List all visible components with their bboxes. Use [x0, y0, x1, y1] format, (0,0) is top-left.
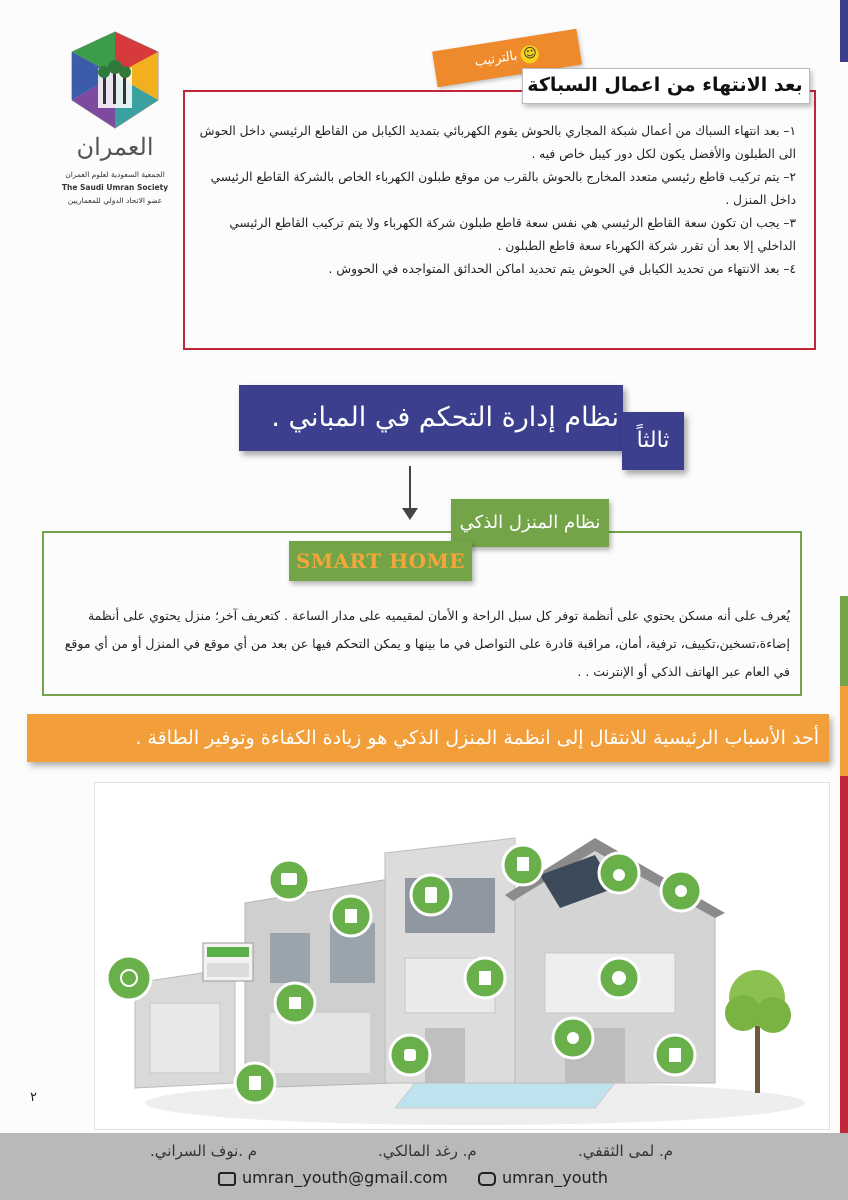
email-contact[interactable]	[218, 1168, 448, 1187]
section2-title: نظام إدارة التحكم في المباني .	[271, 402, 619, 433]
instagram-handle: umran_youth	[502, 1168, 609, 1187]
society-logo	[60, 30, 170, 215]
logo-society-arabic: الجمعية السعودية لعلوم العمران	[65, 170, 165, 179]
author-name-2: م. رغد المالكي.	[378, 1142, 477, 1160]
author-name-3: م .نوف السراني.	[150, 1142, 258, 1160]
smart-home-english-title: SMART HOME	[289, 541, 472, 581]
email-address: umran_youth@gmail.com	[242, 1168, 448, 1187]
point-2: ٢– يتم تركيب قاطع رئيسي متعدد المخارج بالحوش بالقرب من موقع طبلون الكهرباء الخاص بالشركة القاطع الرئيسي داخل المنزل .	[210, 170, 796, 207]
point-1: ١– بعد انتهاء السباك من أعمال شبكة المجاري بالحوش يقوم الكهربائي بتمديد الكيابل من القاطع الرئيسي داخل الحوش الى الطبلون والأفضل يكون لكل دور كيبل خاص فيه .	[199, 124, 796, 161]
order-tag-label: بالترتيب	[473, 48, 519, 70]
smiley-icon: ☺	[520, 44, 541, 65]
smart-home-arabic-title: نظام المنزل الذكي	[451, 499, 609, 547]
logo-society-english: The Saudi Umran Society	[61, 183, 169, 192]
edge-stripe-red	[840, 776, 848, 1136]
edge-stripe-green	[840, 596, 848, 686]
section1-title: بعد الانتهاء من اعمال السباكة	[527, 74, 803, 96]
instagram-icon	[478, 1172, 496, 1186]
point-4: ٤– بعد الانتهاء من تحديد الكيابل في الحوش يتم تحديد اماكن الحدائق المتواجده في الحووش .	[328, 262, 796, 276]
section1-points	[196, 120, 796, 281]
point-3: ٣– يجب ان تكون سعة القاطع الرئيسي هي نفس سعة قاطع طبلون شركة الكهرباء ولا يتم تركيب القاطع الرئيسي الداخلي إلا بعد أن تقرر شركة الكهرباء سعة قاطع الطبلون .	[229, 216, 796, 253]
edge-stripe-purple	[840, 0, 848, 62]
author-name-1: م. لمى الثقفي.	[578, 1142, 674, 1160]
edge-stripe-orange	[840, 686, 848, 776]
smart-home-definition: يُعرف على أنه مسكن يحتوي على أنظمة توفر كل سبل الراحة و الأمان لمقيميه على مدار الساعة . كتعريف آخر؛ منزل يحتوي على أنظمة إضاءة،تسخين،تكييف، ترفية، أمان، مراقبة قادرة على التواصل في ما بينها و يمكن التحكم فيها عن بعد من أي موقع في المنزل أو من أي موقع في العام عبر الهاتف الذكي أو الإنترنت . .	[64, 608, 790, 679]
smart-home-illustration	[94, 782, 830, 1130]
logo-arabic-name: العمران	[76, 133, 154, 161]
instagram-contact[interactable]	[478, 1168, 608, 1187]
arrow-head-icon	[402, 508, 418, 520]
section-number: ثالثاً	[622, 412, 684, 470]
logo-member-line: عضو الاتحاد الدولي للمعماريين	[67, 196, 163, 205]
email-icon	[218, 1172, 236, 1186]
logo-mark	[70, 30, 160, 130]
page-number: ٢	[30, 1090, 37, 1105]
energy-banner: أحد الأسباب الرئيسية للانتقال إلى انظمة المنزل الذكي هو زيادة الكفاءة وتوفير الطاقة .	[27, 714, 829, 762]
house-drawing	[95, 783, 829, 1129]
